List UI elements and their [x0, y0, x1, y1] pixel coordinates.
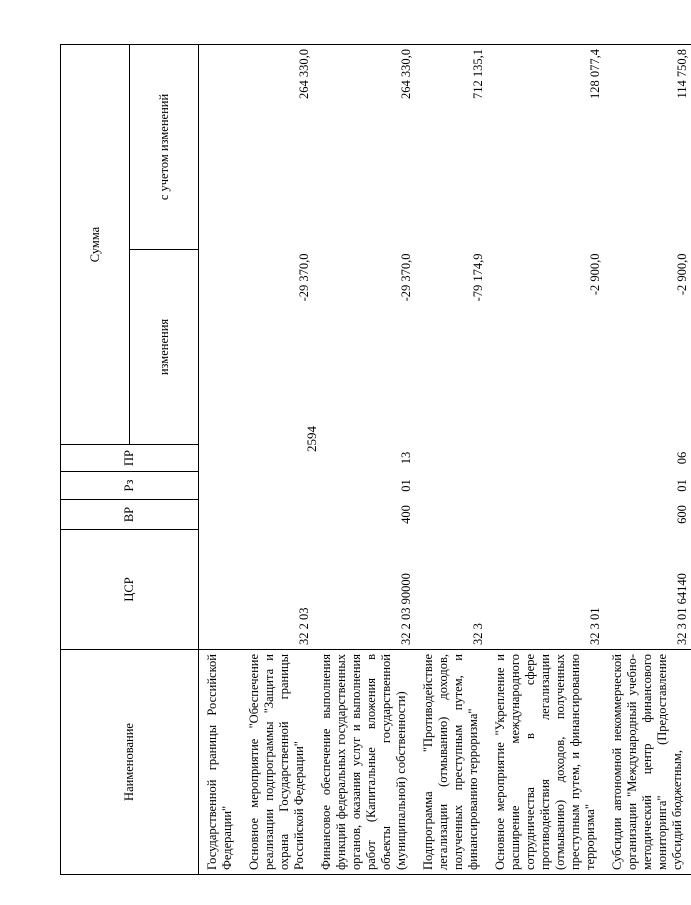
row-csr: 32 2 03 90000: [399, 573, 413, 645]
row-change: -29 370,0: [399, 253, 413, 302]
row-rz: [487, 472, 604, 500]
budget-table: [60, 44, 691, 875]
row-vr: [415, 500, 487, 530]
table-row: [199, 45, 242, 875]
row-total: 264 330,0: [241, 45, 313, 250]
table-row: [241, 45, 313, 875]
table-body: [199, 45, 691, 875]
table-row: [415, 45, 487, 875]
row-rz: [415, 472, 487, 500]
row-change: -29 370,0: [297, 253, 311, 302]
row-change: -79 174,9: [471, 253, 485, 302]
row-csr: [199, 530, 242, 650]
row-rz: [241, 472, 313, 500]
header-csr: ЦСР: [61, 530, 199, 650]
table-header: [61, 45, 199, 875]
row-vr: 400: [399, 505, 413, 524]
row-csr: 32 3 01: [588, 607, 602, 645]
row-total: 128 077,4: [487, 45, 604, 250]
row-pr: [199, 445, 242, 472]
row-change: -2 900,0: [588, 253, 602, 296]
row-pr: [487, 445, 604, 472]
rotated-page-content: [60, 45, 689, 875]
header-sum: Сумма: [61, 45, 130, 445]
row-vr: [199, 500, 242, 530]
row-total: 264 330,0: [313, 45, 415, 250]
row-total: [199, 45, 242, 250]
row-name: Государственной границы Российской Федерации": [199, 650, 242, 875]
table-row: [313, 45, 415, 875]
header-with-changes: с учетом изменений: [130, 45, 199, 250]
header-change: изменения: [130, 250, 199, 445]
row-name: Подпрограмма "Противодействие легализации (отмыванию) доходов, полученных преступным путем, и финансированию терроризма": [415, 650, 487, 875]
table-row: [487, 45, 604, 875]
row-total: 712 135,1: [415, 45, 487, 250]
table-row: [604, 45, 691, 875]
row-pr: [241, 445, 313, 472]
row-name: Основное мероприятие "Обеспечение реализации подпрограммы "Защита и охрана Государственной границы Российской Федерации": [241, 650, 313, 875]
header-vr: ВР: [61, 500, 199, 530]
row-pr: 06: [675, 451, 689, 465]
row-pr: [415, 445, 487, 472]
row-name: Основное мероприятие "Укрепление и расширение международного сотрудничества в сфере противодействия легализации (отмыванию) доходов, полученных преступным путем, и финансированию терроризма": [487, 650, 604, 875]
row-total: 114 750,8: [604, 45, 691, 250]
header-pr: ПР: [61, 445, 199, 472]
header-rz: Рз: [61, 472, 199, 500]
row-change: [199, 250, 242, 445]
row-name: Финансовое обеспечение выполнения функций федеральных государственных органов, оказания услуг и выполнения работ (Капитальные вложения в объекты государственной (муниципальной) собственности): [313, 650, 415, 875]
page-number: 2594: [304, 426, 319, 452]
row-csr: 32 3 01 64140: [675, 573, 689, 645]
row-vr: [487, 500, 604, 530]
row-rz: 01: [399, 479, 413, 492]
header-name: Наименование: [61, 650, 199, 875]
row-vr: [241, 500, 313, 530]
row-vr: 600: [675, 505, 689, 524]
row-pr: 13: [399, 451, 413, 465]
row-csr: 32 2 03: [297, 607, 311, 645]
row-csr: 32 3: [471, 623, 485, 645]
row-rz: [199, 472, 242, 500]
row-rz: 01: [675, 479, 689, 492]
row-change: -2 900,0: [675, 253, 689, 296]
row-name: Субсидии автономной некоммерческой организации "Международный учебно-методический центр финансового мониторинга" (Предоставление субсидий бюджетным,: [604, 650, 691, 875]
